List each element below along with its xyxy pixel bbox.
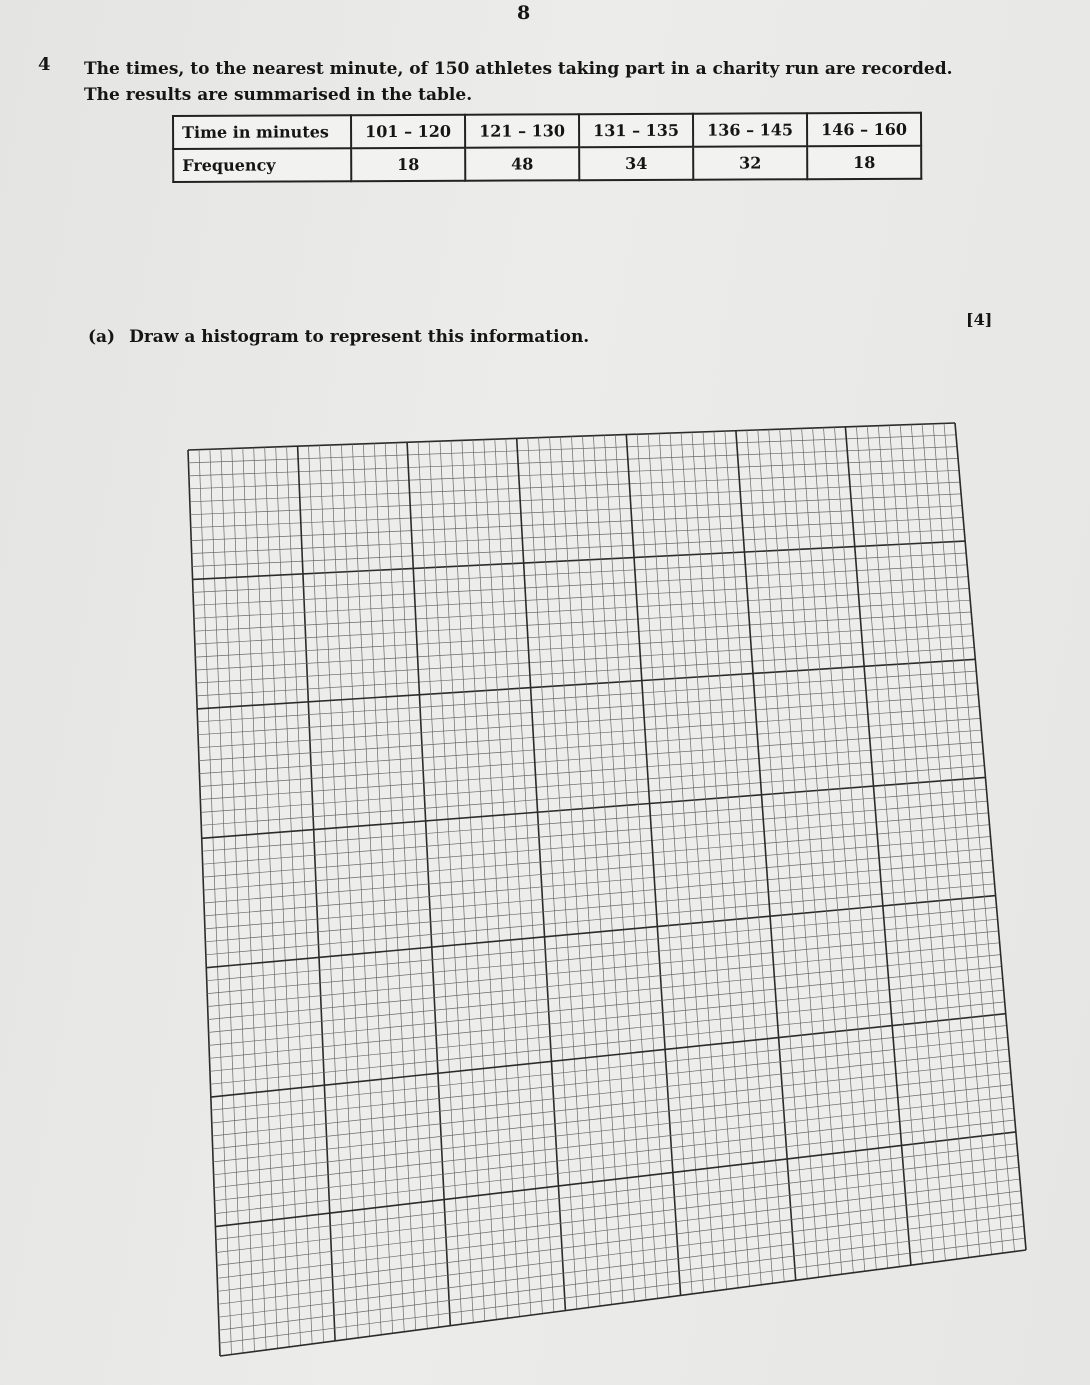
- grid-major-line-horizontal: [197, 659, 975, 709]
- grid-minor-line-vertical: [572, 437, 624, 1304]
- grid-minor-line-horizontal: [201, 754, 984, 813]
- grid-minor-line-horizontal: [198, 683, 977, 735]
- grid-major-line-vertical: [626, 435, 680, 1296]
- grid-minor-line-vertical: [725, 431, 784, 1282]
- grid-minor-line-horizontal: [200, 730, 982, 786]
- grid-minor-line-vertical: [824, 428, 888, 1269]
- grid-major-line-horizontal: [193, 541, 966, 579]
- grid-minor-line-vertical: [418, 442, 462, 1324]
- grid-minor-line-horizontal: [194, 565, 968, 606]
- grid-minor-line-horizontal: [191, 494, 961, 528]
- grid-major-line-vertical: [517, 438, 566, 1310]
- grid-minor-line-vertical: [243, 448, 278, 1348]
- grid-minor-line-horizontal: [210, 978, 1003, 1058]
- grid-minor-line-horizontal: [205, 848, 992, 916]
- grid-minor-line-horizontal: [217, 1179, 1020, 1278]
- grid-minor-line-horizontal: [194, 577, 968, 619]
- grid-minor-line-vertical: [703, 432, 761, 1285]
- part-a-text: Draw a histogram to represent this information.: [129, 327, 590, 347]
- grid-minor-line-vertical: [199, 450, 232, 1355]
- grid-minor-line-horizontal: [197, 648, 975, 696]
- grid-minor-line-horizontal: [203, 813, 988, 877]
- interval-cell: 136 – 145: [693, 113, 807, 146]
- grid-minor-line-vertical: [462, 440, 508, 1318]
- grid-minor-line-horizontal: [200, 742, 982, 800]
- grid-minor-line-vertical: [309, 446, 347, 1340]
- part-a-label: (a): [88, 327, 116, 347]
- grid-minor-line-horizontal: [211, 1026, 1006, 1111]
- grid-minor-line-horizontal: [210, 990, 1004, 1071]
- grid-minor-line-horizontal: [219, 1215, 1023, 1318]
- grid-minor-line-horizontal: [190, 470, 959, 502]
- frequency-cell: 32: [693, 146, 807, 179]
- grid-minor-line-horizontal: [192, 518, 963, 554]
- grid-minor-line-vertical: [714, 432, 773, 1284]
- grid-minor-line-horizontal: [206, 884, 995, 955]
- grid-minor-line-vertical: [440, 441, 485, 1321]
- grid-minor-line-vertical: [352, 444, 392, 1333]
- grid-minor-line-vertical: [276, 447, 312, 1344]
- grid-minor-line-horizontal: [215, 1108, 1014, 1201]
- grid-minor-line-vertical: [210, 449, 243, 1353]
- grid-minor-line-vertical: [889, 425, 957, 1259]
- grid-minor-line-vertical: [933, 424, 1003, 1253]
- graph-paper-background: [188, 423, 1026, 1356]
- grid-minor-line-vertical: [835, 427, 900, 1266]
- grid-major-line-vertical: [298, 446, 336, 1341]
- grid-minor-line-horizontal: [208, 943, 1000, 1020]
- frequency-cell: 34: [579, 147, 693, 180]
- grid-minor-line-horizontal: [199, 707, 979, 761]
- question-number: 4: [38, 54, 51, 75]
- grid-major-line-horizontal: [215, 1132, 1016, 1227]
- grid-minor-line-horizontal: [194, 588, 969, 631]
- marks-label: [4]: [966, 310, 993, 329]
- grid-minor-line-horizontal: [213, 1061, 1010, 1149]
- row-header-time: Time in minutes: [173, 115, 351, 149]
- grid-minor-line-horizontal: [195, 600, 970, 644]
- grid-minor-line-vertical: [473, 440, 520, 1317]
- grid-minor-line-horizontal: [209, 955, 1001, 1033]
- grid-minor-line-vertical: [593, 436, 646, 1300]
- grid-minor-line-horizontal: [216, 1144, 1017, 1240]
- grid-minor-line-horizontal: [199, 718, 980, 773]
- grid-minor-line-vertical: [374, 443, 415, 1330]
- grid-minor-line-horizontal: [201, 766, 984, 826]
- grid-minor-line-horizontal: [203, 801, 988, 864]
- grid-minor-line-vertical: [265, 447, 301, 1345]
- grid-minor-line-vertical: [802, 428, 865, 1271]
- grid-minor-line-vertical: [550, 437, 600, 1306]
- grid-minor-line-horizontal: [195, 612, 971, 657]
- grid-minor-line-vertical: [484, 440, 531, 1316]
- grid-minor-line-horizontal: [212, 1037, 1008, 1123]
- grid-major-line-horizontal: [211, 1014, 1006, 1097]
- grid-minor-line-horizontal: [218, 1191, 1021, 1291]
- grid-minor-line-horizontal: [204, 837, 991, 904]
- grid-minor-line-vertical: [539, 438, 589, 1308]
- frequency-cell: 18: [807, 146, 921, 179]
- grid-minor-line-vertical: [911, 425, 980, 1257]
- grid-minor-line-vertical: [856, 427, 922, 1264]
- grid-minor-line-horizontal: [213, 1073, 1011, 1162]
- grid-minor-line-horizontal: [204, 825, 990, 890]
- grid-minor-line-vertical: [221, 449, 255, 1352]
- grid-minor-line-vertical: [506, 439, 554, 1312]
- grid-minor-line-horizontal: [196, 624, 972, 670]
- grid-minor-line-horizontal: [207, 907, 997, 980]
- grid-major-line-vertical: [955, 423, 1026, 1250]
- frequency-table: [172, 112, 922, 183]
- interval-cell: 121 – 130: [465, 114, 579, 147]
- grid-minor-line-horizontal: [196, 636, 973, 683]
- grid-minor-line-horizontal: [212, 1049, 1009, 1136]
- grid-minor-line-horizontal: [219, 1226, 1024, 1330]
- grid-major-line-vertical: [188, 450, 220, 1356]
- grid-minor-line-vertical: [692, 432, 750, 1286]
- grid-major-line-vertical: [407, 442, 450, 1325]
- grid-minor-line-horizontal: [220, 1238, 1026, 1343]
- frequency-cell: 48: [465, 147, 579, 180]
- grid-minor-line-vertical: [758, 430, 819, 1277]
- grid-minor-line-horizontal: [193, 553, 966, 592]
- grid-minor-line-horizontal: [192, 529, 964, 566]
- grid-minor-line-vertical: [320, 445, 359, 1337]
- grid-minor-line-horizontal: [202, 789, 986, 851]
- grid-minor-line-horizontal: [218, 1203, 1022, 1305]
- question-text: The times, to the nearest minute, of 150 athletes taking part in a charity run are recorded. The results are summarised in the table.: [84, 59, 953, 105]
- grid-minor-line-horizontal: [205, 860, 993, 929]
- grid-minor-line-horizontal: [189, 458, 958, 488]
- grid-minor-line-vertical: [615, 435, 669, 1297]
- grid-minor-line-horizontal: [208, 931, 999, 1007]
- grid-minor-line-vertical: [878, 426, 945, 1261]
- grid-minor-line-vertical: [648, 434, 703, 1293]
- grid-minor-line-vertical: [681, 433, 738, 1288]
- grid-minor-line-vertical: [561, 437, 612, 1305]
- grid-major-line-horizontal: [220, 1250, 1026, 1356]
- grid-minor-line-horizontal: [214, 1085, 1012, 1175]
- grid-minor-line-vertical: [747, 430, 807, 1279]
- grid-minor-line-vertical: [780, 429, 842, 1274]
- grid-minor-line-horizontal: [217, 1167, 1019, 1265]
- grid-minor-line-horizontal: [199, 695, 979, 748]
- grid-minor-line-horizontal: [216, 1156, 1018, 1253]
- grid-minor-line-horizontal: [207, 919, 997, 993]
- grid-minor-line-horizontal: [214, 1096, 1013, 1187]
- grid-minor-line-vertical: [659, 433, 715, 1291]
- grid-minor-line-vertical: [232, 449, 266, 1350]
- grid-minor-line-horizontal: [205, 872, 993, 942]
- grid-minor-line-vertical: [922, 424, 991, 1254]
- page-number: 8: [517, 2, 531, 24]
- grid-minor-line-horizontal: [191, 506, 962, 541]
- grid-minor-line-vertical: [791, 429, 854, 1273]
- grid-minor-line-horizontal: [210, 1002, 1004, 1084]
- grid-minor-line-horizontal: [198, 671, 977, 722]
- grid-minor-line-vertical: [495, 439, 543, 1313]
- grid-minor-line-vertical: [944, 423, 1015, 1251]
- grid-minor-line-horizontal: [190, 482, 960, 515]
- table-row: [173, 113, 921, 149]
- grid-minor-line-vertical: [900, 425, 968, 1258]
- grid-minor-line-vertical: [813, 428, 877, 1270]
- grid-minor-line-vertical: [769, 430, 831, 1276]
- grid-minor-line-vertical: [341, 445, 381, 1335]
- grid-major-line-horizontal: [188, 423, 955, 450]
- row-header-frequency: Frequency: [173, 148, 351, 182]
- grid-minor-line-vertical: [287, 447, 324, 1343]
- grid-minor-line-vertical: [254, 448, 289, 1347]
- grid-major-line-vertical: [736, 431, 796, 1281]
- grid-minor-line-vertical: [451, 441, 496, 1320]
- grid-minor-line-vertical: [637, 434, 692, 1294]
- grid-minor-line-vertical: [385, 443, 427, 1329]
- grid-major-line-horizontal: [206, 896, 995, 968]
- grid-minor-line-vertical: [363, 444, 404, 1332]
- grid-minor-line-horizontal: [209, 967, 1002, 1046]
- grid-minor-line-vertical: [528, 438, 577, 1309]
- grid-minor-line-horizontal: [215, 1120, 1015, 1214]
- interval-cell: 101 – 120: [351, 115, 465, 148]
- grid-major-line-horizontal: [202, 777, 986, 838]
- part-a-prompt: [88, 327, 589, 347]
- grid-minor-line-horizontal: [189, 447, 957, 476]
- frequency-cell: 18: [351, 148, 465, 181]
- grid-minor-line-vertical: [583, 436, 635, 1301]
- interval-cell: 146 – 160: [807, 113, 921, 146]
- grid-minor-line-vertical: [867, 426, 934, 1262]
- grid-minor-line-vertical: [429, 442, 473, 1323]
- grid-major-line-vertical: [845, 427, 911, 1265]
- grid-minor-line-vertical: [670, 433, 727, 1289]
- grid-minor-line-vertical: [604, 435, 657, 1298]
- interval-cell: 131 – 135: [579, 114, 693, 147]
- grid-minor-line-vertical: [396, 443, 439, 1327]
- table-row: [173, 146, 921, 182]
- grid-minor-line-vertical: [330, 445, 369, 1336]
- grid-minor-line-horizontal: [189, 435, 957, 463]
